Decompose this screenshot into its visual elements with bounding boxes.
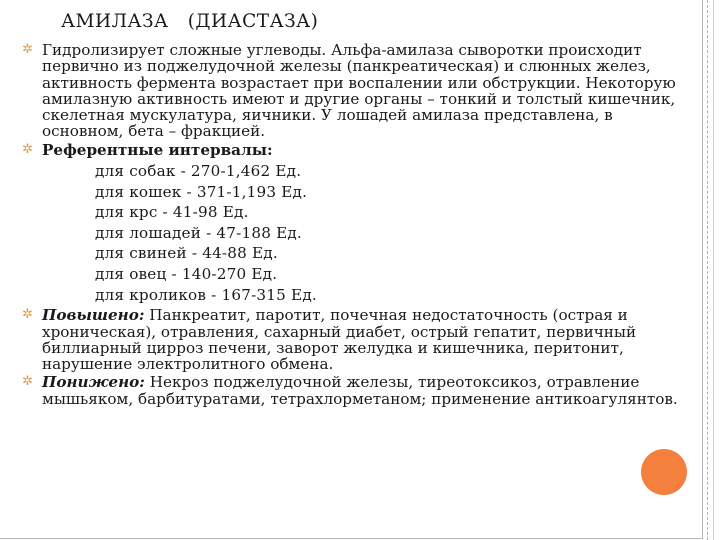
bullet-decreased — [22, 374, 684, 407]
slide-content — [22, 42, 684, 407]
interval-item: для кошек - 371-1,193 Ед. — [95, 182, 308, 201]
increased-text: Панкреатит, паротит, почечная недостаточность (острая и хроническая), отравления, сахарный диабет, острый гепатит, первичный биллиарный цирроз печени, заворот желудка и кишечника, перитонит, нарушение электролитного обмена. — [42, 306, 637, 374]
interval-item: для свиней - 44-88 Ед. — [95, 244, 278, 263]
bullet-icon: ✲ — [22, 42, 33, 57]
decreased-text: Некроз поджелудочной железы, тиреотоксикоз, отравление мышьяком, барбитуратами, тетрахлорметаном; применение антикоагулянтов. — [42, 373, 678, 408]
bullet-icon: ✲ — [22, 141, 33, 157]
interval-item: для собак - 270-1,462 Ед. — [95, 162, 302, 181]
interval-item: для лошадей - 47-188 Ед. — [95, 223, 302, 242]
slide-title: АМИЛАЗА (ДИАСТАЗА) — [61, 11, 319, 32]
rail-dashed-line — [707, 0, 708, 540]
bullet-increased — [22, 307, 684, 372]
rail-solid-line — [713, 0, 714, 540]
bullet-icon: ✲ — [22, 374, 33, 390]
interval-item: для овец - 140-270 Ед. — [95, 265, 278, 284]
interval-item: для кроликов - 167-315 Ед. — [95, 285, 317, 304]
bullet-reference-intervals — [22, 142, 684, 305]
increased-label: Повышено: — [42, 306, 145, 325]
bullet-icon: ✲ — [22, 307, 33, 323]
interval-list — [42, 161, 684, 305]
right-decorative-rail — [702, 0, 720, 540]
reference-intervals-heading: Референтные интервалы: — [42, 140, 273, 159]
bullet-description — [22, 42, 684, 140]
decreased-label: Понижено: — [42, 373, 145, 392]
interval-item: для крс - 41-98 Ед. — [95, 203, 249, 222]
orange-circle-decoration — [641, 449, 687, 495]
description-text: Гидролизирует сложные углеводы. Альфа-амилаза сыворотки происходит первично из поджелудочной железы (панкреатическая) и слюнных желез, активность фермента возрастает при воспалении или обструкции. Некоторую амилазную активность имеют и другие органы – тонкий и толстый кишечник, скелетная мускулатура, яичники. У лошадей амилаза представлена, в основном, бета – фракцией. — [42, 41, 676, 141]
